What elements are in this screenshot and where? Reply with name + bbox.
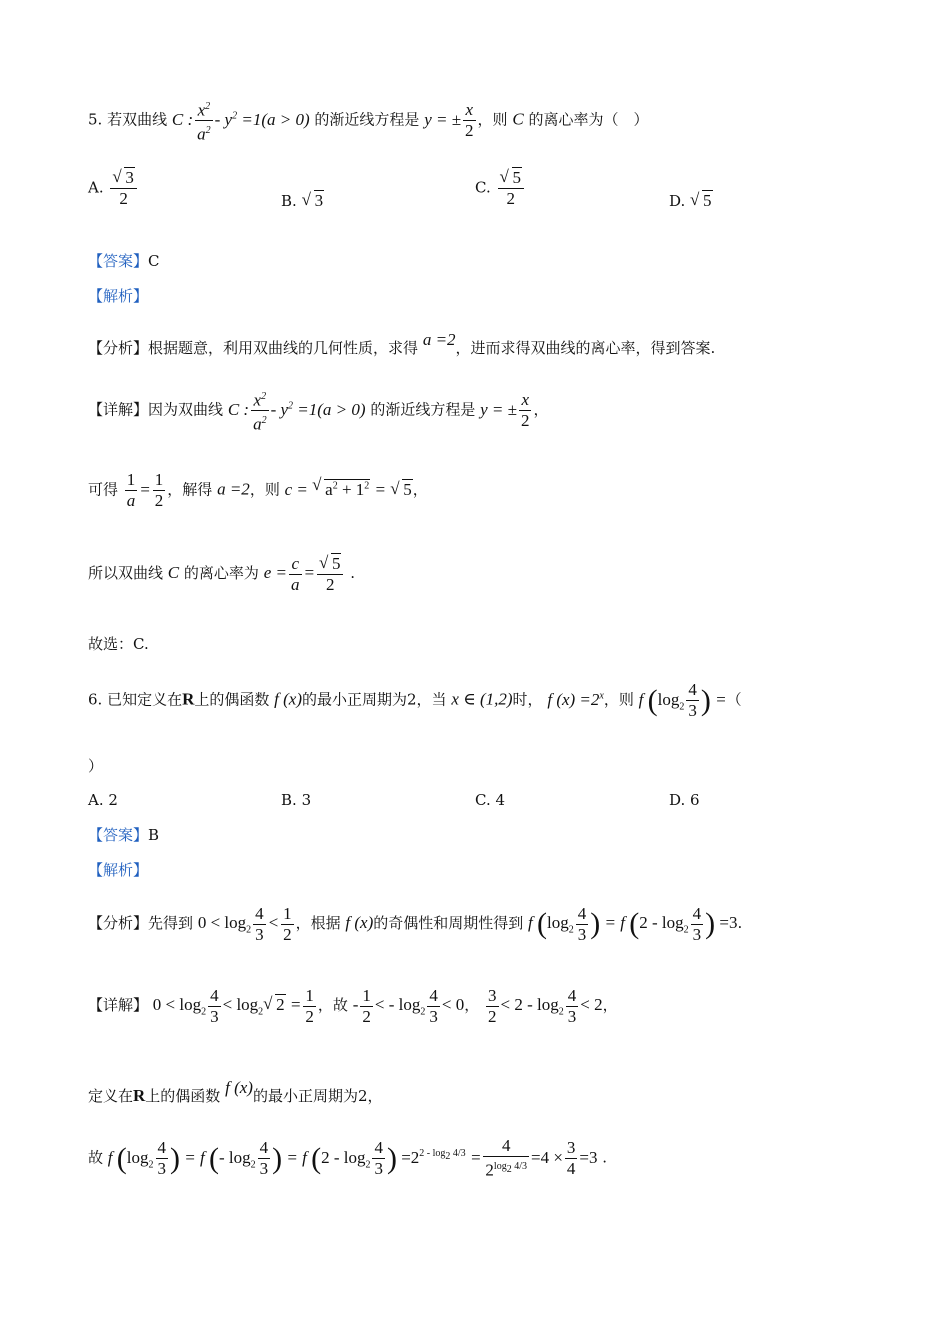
- q5-line2-end: ，: [412, 480, 428, 499]
- q5-fenxi-text2: ，进而求得双曲线的离心率，得到答案.: [455, 339, 716, 357]
- q5-analysis-tag: 【解析】: [88, 287, 149, 305]
- q6-stem: [88, 672, 910, 731]
- q5-c-symbol: C: [512, 109, 524, 129]
- q5-option-c-value: √ $\frac{5}{2}$: [496, 177, 527, 196]
- q6-detail-line2: [88, 1070, 910, 1114]
- q5-analysis-line: [88, 285, 910, 307]
- q5-option-a-label: A.: [88, 178, 104, 197]
- q5-detail-line1: [88, 384, 910, 435]
- q5-hyperbola-formula: C : $\frac{x^2}{a^2}$ - $y^2 =1(a > 0)$: [172, 110, 310, 129]
- q6-line2-t1: 上的偶函数: [145, 1087, 221, 1105]
- q5-option-a: [88, 168, 139, 209]
- q5-line3-c: C: [167, 563, 180, 582]
- q6-stem-t1: 上的偶函数: [194, 690, 270, 709]
- q6-detail-comma2: ，: [602, 996, 618, 1014]
- q5-detail-line2: [88, 464, 910, 512]
- q5-option-b: [281, 190, 324, 212]
- q6-fenxi-text3: 的奇偶性和周期性得到: [373, 914, 524, 932]
- q5-line3-mid: 的离心率为: [183, 564, 259, 582]
- q5-stem-prefix: 5. 若双曲线: [88, 110, 168, 129]
- q6-detail-line3: [88, 1126, 910, 1193]
- q6-fenxi-end: .: [737, 914, 743, 932]
- q5-option-d-value: √ 5: [690, 191, 713, 210]
- q6-paren-close: ）: [88, 757, 104, 775]
- q5-line3-prefix: 所以双曲线: [88, 564, 164, 582]
- q6-option-c-label: C.: [475, 791, 491, 809]
- q6-option-c: [475, 789, 505, 811]
- q6-option-d-value: 6: [690, 791, 700, 809]
- q5-option-d-label: D.: [669, 192, 686, 210]
- q5-c-eq: c = √ $a^2 + 1^2$ = √ 5: [285, 480, 413, 499]
- q6-line2-t2: 的最小正周期为2，: [252, 1087, 383, 1105]
- q6-line2-fx: f (x): [225, 1078, 253, 1097]
- q6-option-d-label: D.: [669, 791, 686, 809]
- q5-answer: C: [148, 252, 160, 270]
- q5-detail-asymptote: y = ± $\frac{x}{2}$: [480, 390, 530, 431]
- q6-detail-ineq3: $\frac{3}{2}$ < $2 - \log_2$ $\frac{4}{3}$ < 2: [488, 985, 603, 1026]
- q6-analysis-tag: 【解析】: [88, 861, 149, 879]
- q5-line2-then: ，则: [249, 480, 280, 499]
- q6-option-b-label: B.: [281, 791, 297, 809]
- q5-answer-line: [88, 250, 910, 272]
- q5-fenxi-line: [88, 322, 910, 366]
- q5-answer-tag: 【答案】: [88, 252, 149, 270]
- q5-detail-tag: 【详解】: [88, 400, 149, 419]
- q5-detail-text1: 因为双曲线: [148, 400, 224, 419]
- q5-line3-end: .: [350, 564, 356, 582]
- q5-option-d: [669, 190, 713, 212]
- q6-line2-prefix: 定义在: [88, 1087, 134, 1105]
- q5-conclusion-text: 故选：C.: [88, 635, 149, 653]
- q5-line2-mid: ，解得: [167, 480, 213, 499]
- q6-detail-tag: 【详解】: [88, 996, 149, 1014]
- q6-fenxi-tag: 【分析】: [88, 914, 149, 932]
- q5-ratio-eq: $\frac{1}{a}$ = $\frac{1}{2}$: [126, 470, 164, 511]
- q6-fenxi-line: [88, 898, 910, 955]
- q6-paren-open: （: [726, 690, 742, 709]
- q6-stem-t3: 时，: [512, 690, 543, 709]
- q5-detail-hyperbola: C : $\frac{x^2}{a^2}$ - $y^2 =1(a > 0)$: [228, 400, 366, 419]
- q6-option-d: [669, 789, 700, 811]
- q5-a-eq: a =2: [217, 479, 250, 499]
- q6-answer-tag: 【答案】: [88, 826, 149, 844]
- q6-option-c-value: 4: [495, 791, 506, 809]
- q5-detail-line3: [88, 548, 910, 598]
- q6-line3-prefix: 故: [88, 1148, 104, 1167]
- q5-fenxi-tag: 【分析】: [88, 339, 149, 357]
- q5-stem-then: ，则: [477, 110, 508, 129]
- q6-analysis-line: [88, 859, 910, 881]
- q6-stem-t4: ，则: [603, 690, 634, 709]
- q6-option-a: [88, 789, 118, 811]
- q5-conclusion: [88, 633, 910, 655]
- q6-detail-ineq: $0 < \log_2$ $\frac{4}{3}$ < $\log_2√$ 2 = $\frac{1}{2}$: [153, 995, 318, 1014]
- q6-stem-close: [88, 755, 910, 777]
- q6-fenxi-result: f ($\log_2$ $\frac{4}{3}$ ) = f ($2 - \log_2$ $\frac{4}{3}$ ) =3: [528, 903, 738, 944]
- q5-option-c: [475, 168, 526, 209]
- q6-line2-r: R: [133, 1086, 146, 1105]
- q6-stem-r: R: [182, 689, 195, 709]
- q6-option-a-label: A.: [88, 791, 104, 809]
- q5-fenxi-a-value: a =2: [422, 330, 456, 349]
- q6-fenxi-ineq: $0 < \log_2$ $\frac{4}{3}$ < $\frac{1}{2}$: [197, 903, 292, 944]
- q6-fenxi-fx: f (x): [345, 913, 374, 932]
- q5-fenxi-text1: 根据题意，利用双曲线的几何性质，求得: [148, 339, 419, 357]
- q5-stem-mid: 的渐近线方程是: [314, 110, 420, 129]
- q6-detail-ineq2: - $\frac{1}{2}$ < - $\log_2$ $\frac{4}{3}$ < 0: [352, 985, 465, 1026]
- q5-option-a-value: √ $\frac{3}{2}$: [108, 177, 139, 196]
- q6-final-chain: f ($\log_2$ $\frac{4}{3}$ ) = f (- $\log_2$ $\frac{4}{3}$ ) = f ($2 - \log_2$ $\frac{4}{3}$ ) $=2^{2 - log_2 4/3}$ = $\frac{4}{2^{log_2 4/3}}$ =4 × $\frac{3}{4}$ =3: [107, 1136, 598, 1181]
- q6-interval: x ∈ (1,2): [451, 689, 513, 709]
- q6-stem-t2: 的最小正周期为2，当: [302, 690, 447, 709]
- q5-detail-text3: ，: [533, 400, 549, 419]
- q6-query: f ($\log_2$ $\frac{4}{3}$ ) =: [638, 680, 727, 721]
- q6-f-def: f $(x) =2^x$: [547, 689, 604, 709]
- q6-answer: B: [148, 826, 160, 844]
- q6-detail-comma1: ，: [464, 996, 480, 1014]
- q6-option-a-value: 2: [108, 791, 118, 809]
- q5-detail-text2: 的渐近线方程是: [370, 400, 476, 419]
- q6-fenxi-text1: 先得到: [148, 914, 194, 932]
- q6-detail-gu: ，故: [317, 996, 348, 1014]
- q5-option-b-label: B.: [281, 192, 297, 210]
- q6-stem-prefix: 6. 已知定义在: [88, 690, 183, 709]
- q5-eccentricity-eq: e = $\frac{c}{a}$ = √ $\frac{5}{2}$: [264, 563, 346, 582]
- q6-fenxi-text2: ，根据: [295, 914, 341, 932]
- q5-stem: [88, 96, 910, 145]
- q5-stem-suffix: 的离心率为（ ）: [528, 110, 649, 129]
- q6-option-b-value: 3: [301, 791, 312, 809]
- q6-detail-line1: [88, 980, 910, 1037]
- q6-option-b: [281, 789, 311, 811]
- q5-option-c-label: C.: [475, 178, 491, 197]
- q6-answer-line: [88, 824, 910, 846]
- q6-line3-end: .: [602, 1148, 608, 1167]
- q5-asymptote-formula: y = ± $\frac{x}{2}$: [424, 100, 474, 141]
- q6-f-x: f (x): [274, 689, 303, 709]
- q5-option-b-value: √ 3: [302, 191, 325, 210]
- q5-line2-prefix: 可得: [88, 480, 119, 499]
